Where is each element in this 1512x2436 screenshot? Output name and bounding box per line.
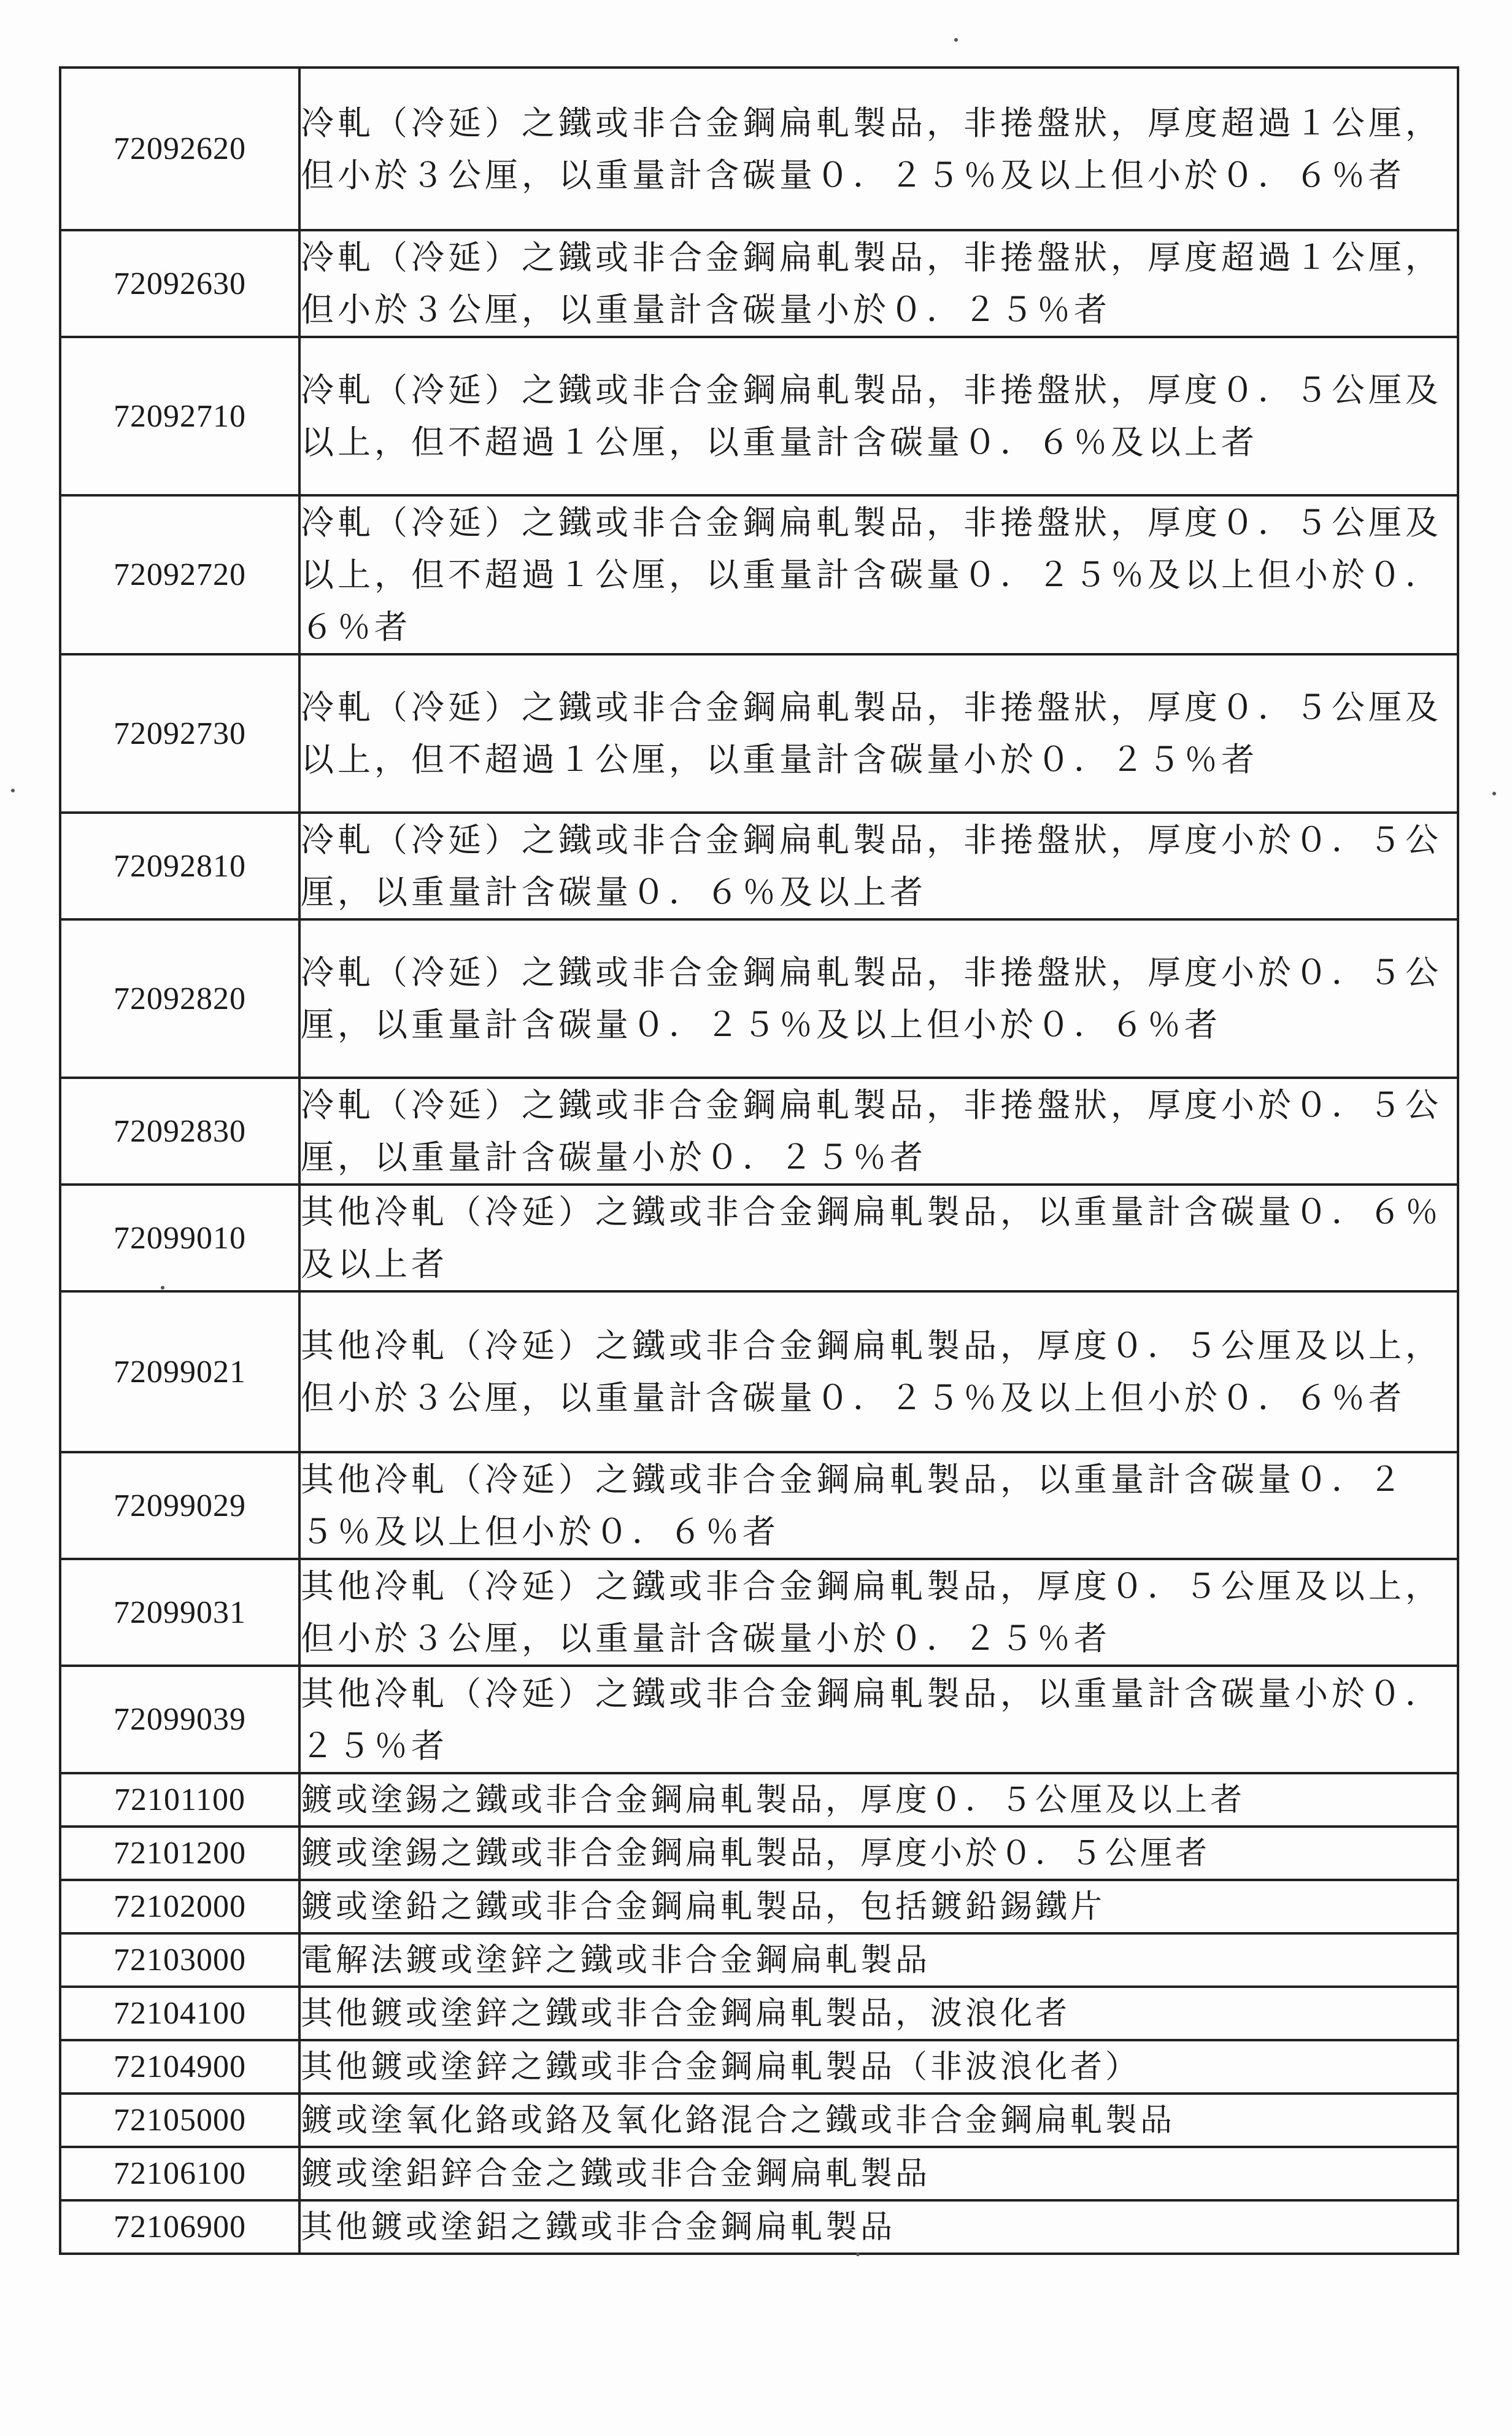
scan-speck [11,789,15,792]
tariff-code: 72099039 [60,1666,299,1773]
table-row [60,1773,1458,1827]
tariff-code: 72092630 [60,230,299,337]
table-row [60,2147,1458,2200]
scan-speck [856,2252,860,2256]
table-row [60,1880,1458,1933]
tariff-description: 鍍或塗鋁鋅合金之鐵或非合金鋼扁軋製品 [299,2147,1458,2200]
tariff-code: 72104900 [60,2040,299,2094]
tariff-description: 冷軋（冷延）之鐵或非合金鋼扁軋製品，非捲盤狀，厚度小於０．５公厘，以重量計含碳量小於０．２５％者 [299,1078,1458,1185]
tariff-description: 電解法鍍或塗鋅之鐵或非合金鋼扁軋製品 [299,1933,1458,1987]
table-row [60,495,1458,654]
tariff-code: 72092730 [60,654,299,813]
tariff-code: 72099010 [60,1185,299,1291]
table-row [60,654,1458,813]
tariff-code: 72092720 [60,495,299,654]
table-row [60,813,1458,919]
tariff-description: 其他冷軋（冷延）之鐵或非合金鋼扁軋製品，厚度０．５公厘及以上，但小於３公厘，以重量計含碳量小於０．２５％者 [299,1559,1458,1666]
tariff-description: 冷軋（冷延）之鐵或非合金鋼扁軋製品，非捲盤狀，厚度０．５公厘及以上，但不超過１公厘，以重量計含碳量０．２５％及以上但小於０．６％者 [299,495,1458,654]
tariff-code: 72092810 [60,813,299,919]
tariff-code: 72099031 [60,1559,299,1666]
tariff-code: 72092710 [60,337,299,495]
tariff-description: 其他鍍或塗鋅之鐵或非合金鋼扁軋製品（非波浪化者） [299,2040,1458,2094]
tariff-code: 72099021 [60,1291,299,1452]
table-row [60,1291,1458,1452]
table-row [60,1827,1458,1880]
scan-speck [1492,792,1496,795]
tariff-code: 72101200 [60,1827,299,1880]
tariff-description: 其他冷軋（冷延）之鐵或非合金鋼扁軋製品，以重量計含碳量０．６％及以上者 [299,1185,1458,1291]
tariff-description: 冷軋（冷延）之鐵或非合金鋼扁軋製品，非捲盤狀，厚度超過１公厘，但小於３公厘，以重量計含碳量小於０．２５％者 [299,230,1458,337]
tariff-description: 鍍或塗錫之鐵或非合金鋼扁軋製品，厚度小於０．５公厘者 [299,1827,1458,1880]
tariff-code: 72106900 [60,2200,299,2254]
tariff-code: 72103000 [60,1933,299,1987]
table-row [60,1078,1458,1185]
tariff-code: 72101100 [60,1773,299,1827]
tariff-code: 72104100 [60,1987,299,2040]
tariff-description: 冷軋（冷延）之鐵或非合金鋼扁軋製品，非捲盤狀，厚度小於０．５公厘，以重量計含碳量０．６％及以上者 [299,813,1458,919]
tariff-description: 冷軋（冷延）之鐵或非合金鋼扁軋製品，非捲盤狀，厚度０．５公厘及以上，但不超過１公厘，以重量計含碳量０．６％及以上者 [299,337,1458,495]
tariff-code: 72092820 [60,919,299,1078]
tariff-code: 72102000 [60,1880,299,1933]
tariff-description: 鍍或塗氧化鉻或鉻及氧化鉻混合之鐵或非合金鋼扁軋製品 [299,2094,1458,2147]
table-row [60,337,1458,495]
scan-speck [161,1286,164,1290]
table-row [60,2200,1458,2254]
tariff-description: 其他冷軋（冷延）之鐵或非合金鋼扁軋製品，厚度０．５公厘及以上，但小於３公厘，以重量計含碳量０．２５％及以上但小於０．６％者 [299,1291,1458,1452]
tariff-description: 鍍或塗鉛之鐵或非合金鋼扁軋製品，包括鍍鉛錫鐵片 [299,1880,1458,1933]
tariff-description: 冷軋（冷延）之鐵或非合金鋼扁軋製品，非捲盤狀，厚度０．５公厘及以上，但不超過１公厘，以重量計含碳量小於０．２５％者 [299,654,1458,813]
tariff-description: 其他鍍或塗鋁之鐵或非合金鋼扁軋製品 [299,2200,1458,2254]
tariff-description: 其他冷軋（冷延）之鐵或非合金鋼扁軋製品，以重量計含碳量０．２５％及以上但小於０．６％者 [299,1452,1458,1559]
table-row [60,1933,1458,1987]
tariff-table [59,66,1459,2255]
tariff-code: 72092830 [60,1078,299,1185]
tariff-code: 72092620 [60,68,299,230]
tariff-description: 冷軋（冷延）之鐵或非合金鋼扁軋製品，非捲盤狀，厚度超過１公厘，但小於３公厘，以重量計含碳量０．２５％及以上但小於０．６％者 [299,68,1458,230]
table-row [60,1559,1458,1666]
table-row [60,1452,1458,1559]
tariff-description: 其他冷軋（冷延）之鐵或非合金鋼扁軋製品，以重量計含碳量小於０．２５％者 [299,1666,1458,1773]
table-row [60,1666,1458,1773]
table-row [60,2094,1458,2147]
tariff-description: 其他鍍或塗鋅之鐵或非合金鋼扁軋製品，波浪化者 [299,1987,1458,2040]
tariff-code: 72105000 [60,2094,299,2147]
scan-speck [954,38,958,42]
table-row [60,1185,1458,1291]
tariff-description: 鍍或塗錫之鐵或非合金鋼扁軋製品，厚度０．５公厘及以上者 [299,1773,1458,1827]
tariff-code: 72099029 [60,1452,299,1559]
tariff-code: 72106100 [60,2147,299,2200]
table-row [60,230,1458,337]
table-row [60,2040,1458,2094]
table-row [60,1987,1458,2040]
table-row [60,68,1458,230]
tariff-description: 冷軋（冷延）之鐵或非合金鋼扁軋製品，非捲盤狀，厚度小於０．５公厘，以重量計含碳量０．２５％及以上但小於０．６％者 [299,919,1458,1078]
table-row [60,919,1458,1078]
